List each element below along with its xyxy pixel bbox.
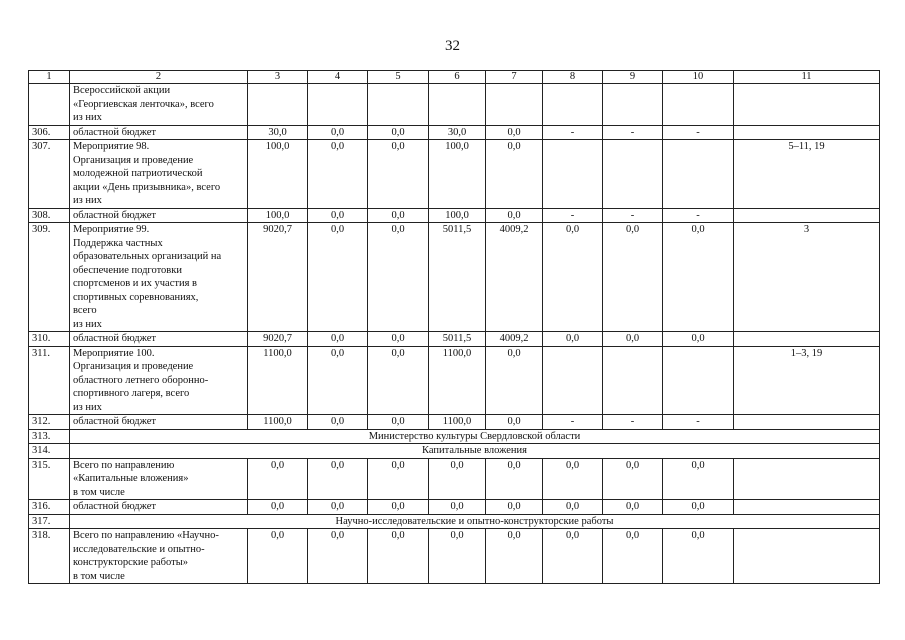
value-cell-col-10 [663, 346, 734, 415]
description-line: «Георгиевская ленточка», всего [73, 98, 214, 110]
value-cell-col-10: 0,0 [663, 458, 734, 500]
value-cell-col-9: 0,0 [603, 529, 663, 584]
value-cell-col-3: 0,0 [248, 529, 308, 584]
target-indicators-cell: 3 [734, 223, 880, 332]
row-number: 316. [29, 500, 70, 515]
target-indicators-cell [734, 125, 880, 140]
value-cell-col-8: 0,0 [543, 500, 603, 515]
table-row [29, 223, 880, 332]
table-row [29, 529, 880, 584]
description-line: областного летнего оборонно- [73, 374, 209, 386]
value-cell-col-10: - [663, 415, 734, 430]
description-line: областной бюджет [73, 416, 156, 427]
table-row [29, 208, 880, 223]
value-cell-col-10 [663, 140, 734, 209]
column-header-6: 6 [429, 71, 486, 84]
value-cell-col-9 [603, 140, 663, 209]
column-header-10: 10 [663, 71, 734, 84]
value-cell-col-9: 0,0 [603, 332, 663, 347]
description-line: Всего по направлению «Научно- [73, 530, 219, 541]
row-number [29, 84, 70, 126]
value-cell-col-6 [429, 84, 486, 126]
row-description [70, 500, 248, 515]
row-description [70, 529, 248, 584]
row-description [70, 332, 248, 347]
value-cell-col-3: 1100,0 [248, 415, 308, 430]
value-cell-col-9 [603, 346, 663, 415]
description-line: из них [73, 318, 102, 330]
value-cell-col-4: 0,0 [308, 529, 368, 584]
value-cell-col-3: 0,0 [248, 458, 308, 500]
row-number: 310. [29, 332, 70, 347]
description-line: Мероприятие 98. [73, 141, 150, 152]
value-cell-col-9: 0,0 [603, 458, 663, 500]
value-cell-col-5: 0,0 [368, 458, 429, 500]
section-row [29, 444, 880, 459]
value-cell-col-7: 0,0 [486, 415, 543, 430]
value-cell-col-3: 30,0 [248, 125, 308, 140]
header-row [29, 71, 880, 84]
value-cell-col-6: 0,0 [429, 500, 486, 515]
section-title: Министерство культуры Свердловской области [70, 429, 880, 444]
description-line: спортивного лагеря, всего [73, 388, 190, 399]
table-row [29, 332, 880, 347]
description-line: Поддержка частных [73, 237, 163, 249]
row-number: 313. [29, 429, 70, 444]
budget-table [28, 70, 880, 584]
value-cell-col-9: - [603, 208, 663, 223]
description-line: «Капитальные вложения» [73, 473, 189, 484]
value-cell-col-7: 4009,2 [486, 332, 543, 347]
value-cell-col-4: 0,0 [308, 140, 368, 209]
value-cell-col-7: 0,0 [486, 500, 543, 515]
value-cell-col-4 [308, 84, 368, 126]
value-cell-col-7 [486, 84, 543, 126]
value-cell-col-3: 100,0 [248, 140, 308, 209]
value-cell-col-4: 0,0 [308, 208, 368, 223]
column-header-2: 2 [70, 71, 248, 84]
row-description [70, 208, 248, 223]
description-line: Всего по направлению [73, 459, 175, 471]
section-title: Капитальные вложения [70, 444, 880, 459]
value-cell-col-5: 0,0 [368, 223, 429, 332]
row-description [70, 346, 248, 415]
description-line: молодежной патриотической [73, 168, 203, 179]
value-cell-col-10: 0,0 [663, 223, 734, 332]
value-cell-col-3: 1100,0 [248, 346, 308, 415]
description-line: Всероссийской акции [73, 85, 171, 96]
row-number: 314. [29, 444, 70, 459]
row-description [70, 140, 248, 209]
row-number: 317. [29, 514, 70, 529]
table-body [29, 84, 880, 584]
value-cell-col-6: 100,0 [429, 208, 486, 223]
description-line: исследовательские и опытно- [73, 543, 205, 555]
table-row [29, 125, 880, 140]
value-cell-col-5: 0,0 [368, 346, 429, 415]
value-cell-col-4: 0,0 [308, 500, 368, 515]
value-cell-col-10: 0,0 [663, 332, 734, 347]
value-cell-col-7: 4009,2 [486, 223, 543, 332]
value-cell-col-7: 0,0 [486, 140, 543, 209]
value-cell-col-8 [543, 84, 603, 126]
description-line: акции «День призывника», всего [73, 181, 221, 193]
value-cell-col-8: 0,0 [543, 529, 603, 584]
target-indicators-cell [734, 529, 880, 584]
value-cell-col-6: 30,0 [429, 125, 486, 140]
value-cell-col-5: 0,0 [368, 415, 429, 430]
target-indicators-cell [734, 458, 880, 500]
table-row [29, 140, 880, 209]
row-number: 315. [29, 458, 70, 500]
description-line: областной бюджет [73, 333, 156, 344]
value-cell-col-9: 0,0 [603, 500, 663, 515]
value-cell-col-8 [543, 346, 603, 415]
description-line: областной бюджет [73, 209, 156, 221]
value-cell-col-6: 1100,0 [429, 346, 486, 415]
value-cell-col-8 [543, 140, 603, 209]
section-row [29, 514, 880, 529]
column-header-4: 4 [308, 71, 368, 84]
target-indicators-cell [734, 415, 880, 430]
value-cell-col-9 [603, 84, 663, 126]
value-cell-col-5: 0,0 [368, 208, 429, 223]
value-cell-col-10: - [663, 125, 734, 140]
row-description [70, 125, 248, 140]
value-cell-col-10 [663, 84, 734, 126]
value-cell-col-4: 0,0 [308, 332, 368, 347]
target-indicators-cell [734, 84, 880, 126]
target-indicators-cell [734, 500, 880, 515]
value-cell-col-5 [368, 84, 429, 126]
value-cell-col-6: 0,0 [429, 529, 486, 584]
description-line: образовательных организаций на [73, 251, 222, 262]
target-indicators-cell: 5–11, 19 [734, 140, 880, 209]
value-cell-col-5: 0,0 [368, 529, 429, 584]
table-row [29, 500, 880, 515]
value-cell-col-7: 0,0 [486, 346, 543, 415]
section-row [29, 429, 880, 444]
value-cell-col-4: 0,0 [308, 223, 368, 332]
target-indicators-cell [734, 332, 880, 347]
value-cell-col-3 [248, 84, 308, 126]
description-line: Мероприятие 100. [73, 347, 155, 359]
description-line: Мероприятие 99. [73, 224, 150, 235]
value-cell-col-3: 9020,7 [248, 332, 308, 347]
table-header [29, 71, 880, 84]
value-cell-col-6: 5011,5 [429, 332, 486, 347]
value-cell-col-5: 0,0 [368, 332, 429, 347]
row-description [70, 415, 248, 430]
target-indicators-cell [734, 208, 880, 223]
value-cell-col-8: 0,0 [543, 332, 603, 347]
row-description [70, 223, 248, 332]
value-cell-col-10: - [663, 208, 734, 223]
description-line: обеспечение подготовки [73, 264, 182, 276]
description-line: из них [73, 195, 102, 206]
table-row [29, 84, 880, 126]
description-line: из них [73, 401, 102, 413]
row-number: 318. [29, 529, 70, 584]
row-number: 311. [29, 346, 70, 415]
value-cell-col-7: 0,0 [486, 208, 543, 223]
value-cell-col-8: - [543, 125, 603, 140]
description-line: областной бюджет [73, 501, 156, 512]
column-header-11: 11 [734, 71, 880, 84]
column-header-5: 5 [368, 71, 429, 84]
row-number: 308. [29, 208, 70, 223]
page-number: 32 [445, 38, 460, 54]
row-number: 309. [29, 223, 70, 332]
value-cell-col-6: 0,0 [429, 458, 486, 500]
table-row [29, 458, 880, 500]
table-row [29, 346, 880, 415]
value-cell-col-4: 0,0 [308, 125, 368, 140]
value-cell-col-3: 9020,7 [248, 223, 308, 332]
value-cell-col-5: 0,0 [368, 140, 429, 209]
value-cell-col-7: 0,0 [486, 125, 543, 140]
value-cell-col-10: 0,0 [663, 529, 734, 584]
column-header-3: 3 [248, 71, 308, 84]
description-line: конструкторские работы» [73, 557, 189, 568]
column-header-1: 1 [29, 71, 70, 84]
value-cell-col-8: - [543, 208, 603, 223]
value-cell-col-3: 100,0 [248, 208, 308, 223]
table-row [29, 415, 880, 430]
value-cell-col-3: 0,0 [248, 500, 308, 515]
description-line: в том числе [73, 570, 125, 582]
value-cell-col-5: 0,0 [368, 125, 429, 140]
value-cell-col-4: 0,0 [308, 458, 368, 500]
value-cell-col-7: 0,0 [486, 458, 543, 500]
row-number: 307. [29, 140, 70, 209]
description-line: в том числе [73, 486, 125, 498]
column-header-8: 8 [543, 71, 603, 84]
description-line: областной бюджет [73, 126, 156, 138]
description-line: спортивных соревнованиях, [73, 291, 199, 303]
section-title: Научно-исследовательские и опытно-конструкторские работы [70, 514, 880, 529]
description-line: Организация и проведение [73, 154, 194, 166]
value-cell-col-9: - [603, 415, 663, 430]
column-header-7: 7 [486, 71, 543, 84]
description-line: всего [73, 305, 97, 316]
value-cell-col-6: 1100,0 [429, 415, 486, 430]
value-cell-col-7: 0,0 [486, 529, 543, 584]
value-cell-col-5: 0,0 [368, 500, 429, 515]
value-cell-col-8: - [543, 415, 603, 430]
value-cell-col-8: 0,0 [543, 223, 603, 332]
description-line: Организация и проведение [73, 361, 194, 372]
target-indicators-cell: 1–3, 19 [734, 346, 880, 415]
value-cell-col-6: 5011,5 [429, 223, 486, 332]
description-line: из них [73, 112, 102, 123]
value-cell-col-9: 0,0 [603, 223, 663, 332]
value-cell-col-4: 0,0 [308, 346, 368, 415]
row-number: 306. [29, 125, 70, 140]
row-description [70, 458, 248, 500]
value-cell-col-4: 0,0 [308, 415, 368, 430]
value-cell-col-8: 0,0 [543, 458, 603, 500]
row-description [70, 84, 248, 126]
value-cell-col-6: 100,0 [429, 140, 486, 209]
description-line: спортсменов и их участия в [73, 278, 197, 289]
value-cell-col-9: - [603, 125, 663, 140]
value-cell-col-10: 0,0 [663, 500, 734, 515]
row-number: 312. [29, 415, 70, 430]
column-header-9: 9 [603, 71, 663, 84]
